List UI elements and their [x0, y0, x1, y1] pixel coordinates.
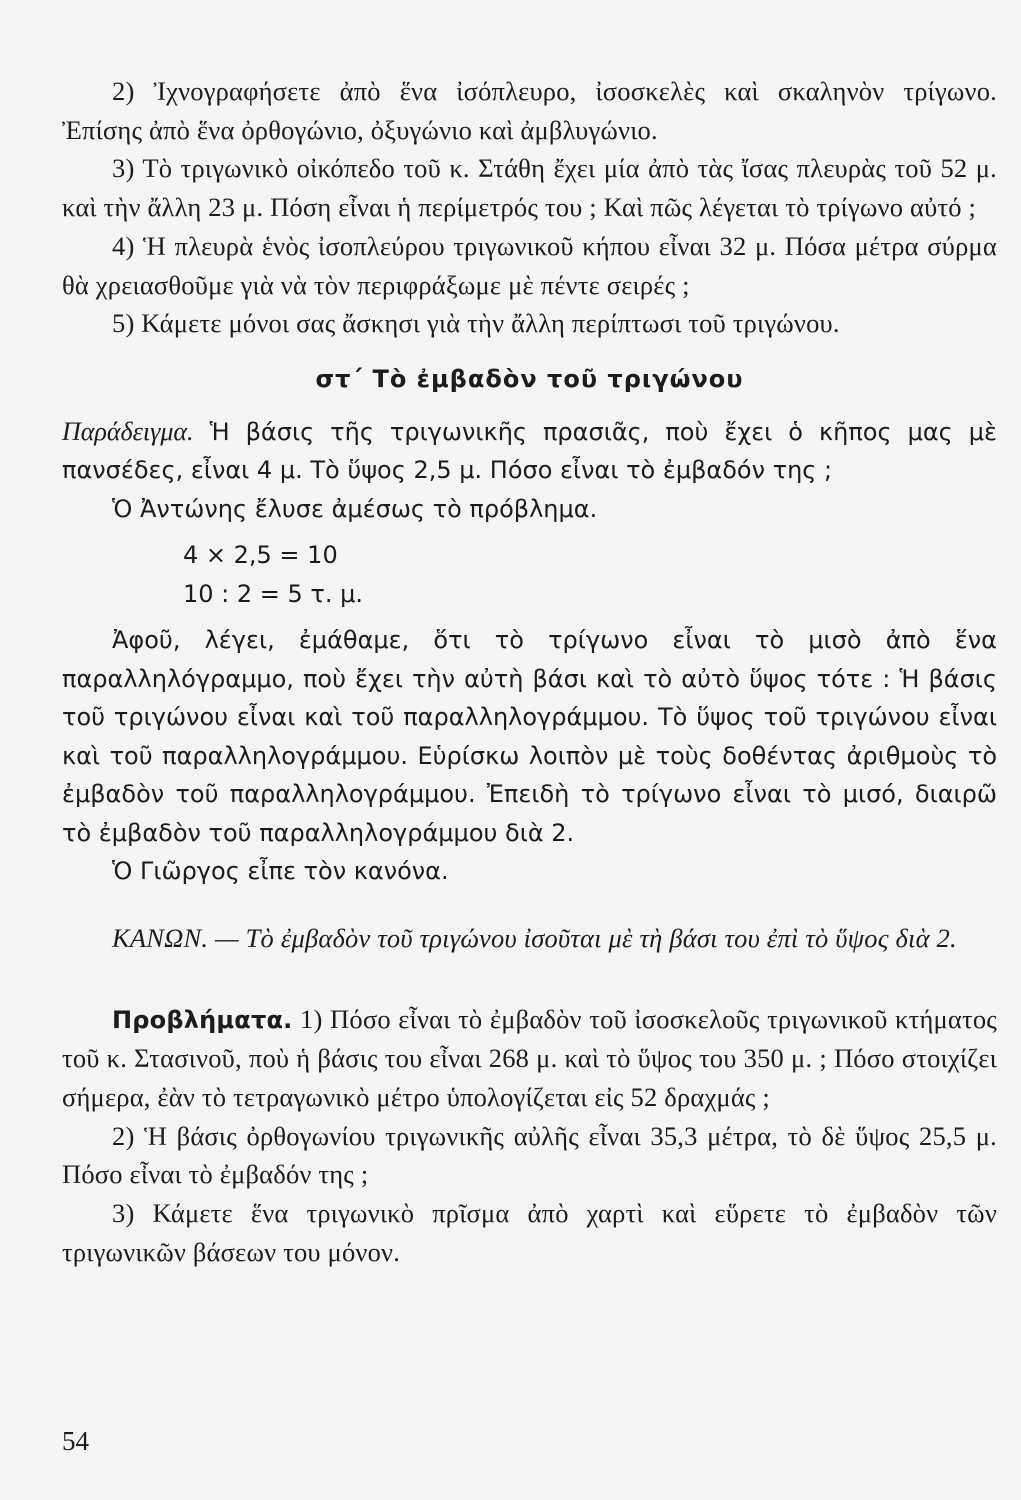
- solved-sentence: Ὁ Ἀντώνης ἔλυσε ἀμέσως τὸ πρόβλημα.: [112, 494, 598, 523]
- example-text: Ἡ βάσις τῆς τριγωνικῆς πρασιᾶς, ποὺ ἔχει ὁ κῆπος μας μὲ πανσέδες, εἶναι 4 μ. Τὸ ὕψος 2,5 μ. Πόσο εἶναι τὸ ἐμβαδόν της ;: [62, 417, 997, 485]
- example-label: Παράδειγμα.: [62, 416, 194, 446]
- problem-3: 3) Κάμετε ἕνα τριγωνικὸ πρῖσμα ἀπὸ χαρτὶ καὶ εὕρετε τὸ ἐμβαδὸν τῶν τριγωνικῶν βάσεων του μόνον.: [62, 1198, 997, 1267]
- exercise-2-line-2: Ἐπίσης ἀπὸ ἕνα ὀρθογώνιο, ὀξυγώνιο καὶ ἀμβλυγώνιο.: [62, 114, 658, 145]
- equation-multiply: 4 × 2,5 = 10: [183, 541, 338, 570]
- rule-paragraph: [62, 919, 997, 958]
- page-number: 54: [62, 1426, 89, 1456]
- rule-label: ΚΑΝΩΝ.: [112, 922, 209, 953]
- exercise-2-line-1: 2) Ἰχνογραφήσετε ἀπὸ ἕνα ἰσόπλευρο, ἰσοσκελὲς καὶ σκαληνὸν τρίγωνο.: [112, 76, 997, 106]
- rule-text: — Τὸ ἐμβαδὸν τοῦ τριγώνου ἰσοῦται μὲ τὴ βάσι του ἐπὶ τὸ ὕψος διὰ 2.: [215, 922, 957, 953]
- equation-divide: 10 : 2 = 5 τ. μ.: [183, 579, 364, 608]
- page-content: [62, 72, 997, 1272]
- exercise-3: 3) Τὸ τριγωνικὸ οἰκόπεδο τοῦ κ. Στάθη ἔχει μία ἀπὸ τὰς ἴσας πλευρὰς τοῦ 52 μ. καὶ τὴν ἄλλη 23 μ. Πόση εἶναι ἡ περίμετρός του ; Καὶ πῶς λέγεται τὸ τρίγωνο αὐτό ;: [62, 153, 997, 223]
- problem-2: 2) Ἡ βάσις ὀρθογωνίου τριγωνικῆς αὐλῆς εἶναι 35,3 μέτρα, τὸ δὲ ὕψος 25,5 μ. Πόσο εἶναι τὸ ἐμβαδόν της ;: [62, 1120, 997, 1190]
- problem-1-text: 1) Πόσο εἶναι τὸ ἐμβαδὸν τοῦ ἰσοσκελοῦς τριγωνικοῦ κτήματος τοῦ κ. Στασινοῦ, ποὺ ἡ βάσις του εἶναι 268 μ. καὶ τὸ ὕψος του 350 μ. ; Πόσο στοιχίζει σήμερα, ἐὰν τὸ τετραγωνικὸ μέτρο ὑπολογίζεται εἰς 52 δραχμάς ;: [62, 1003, 998, 1113]
- rule-intro: Ὁ Γιῶργος εἶπε τὸν κανόνα.: [112, 857, 449, 886]
- problem-1: [62, 1000, 997, 1117]
- exercise-5: 5) Κάμετε μόνοι σας ἄσκησι γιὰ τὴν ἄλλη περίπτωσι τοῦ τριγώνου.: [112, 308, 840, 339]
- example-paragraph: [62, 413, 997, 490]
- section-title: στ΄ Τὸ ἐμβαδὸν τοῦ τριγώνου: [315, 364, 744, 393]
- exercise-4: 4) Ἡ πλευρὰ ἑνὸς ἰσοπλεύρου τριγωνικοῦ κήπου εἶναι 32 μ. Πόσα μέτρα σύρμα θὰ χρειασθοῦμε γιὰ νὰ τὸν περιφράξωμε μὲ πέντε σειρές ;: [62, 230, 997, 300]
- problems-label: Προβλήματα.: [112, 1005, 293, 1034]
- explanation-paragraph: Ἀφοῦ, λέγει, ἐμάθαμε, ὅτι τὸ τρίγωνο εἶναι τὸ μισὸ ἀπὸ ἕνα παραλληλόγραμμο, ποὺ ἔχει τὴν αὐτὴ βάσι καὶ τὸ αὐτὸ ὕψος τότε : Ἡ βάσις τοῦ τριγώνου εἶναι καὶ τοῦ παραλληλογράμμου. Τὸ ὕψος τοῦ τριγώνου εἶναι καὶ τοῦ παραλληλογράμμου. Εὑρίσκω λοιπὸν μὲ τοὺς δοθέντας ἀριθμοὺς τὸ ἐμβαδὸν τοῦ παραλληλογράμμου. Ἐπειδὴ τὸ τρίγωνο εἶναι τὸ μισό, διαιρῶ τὸ ἐμβαδὸν τοῦ παραλληλογράμμου διὰ 2.: [62, 626, 997, 847]
